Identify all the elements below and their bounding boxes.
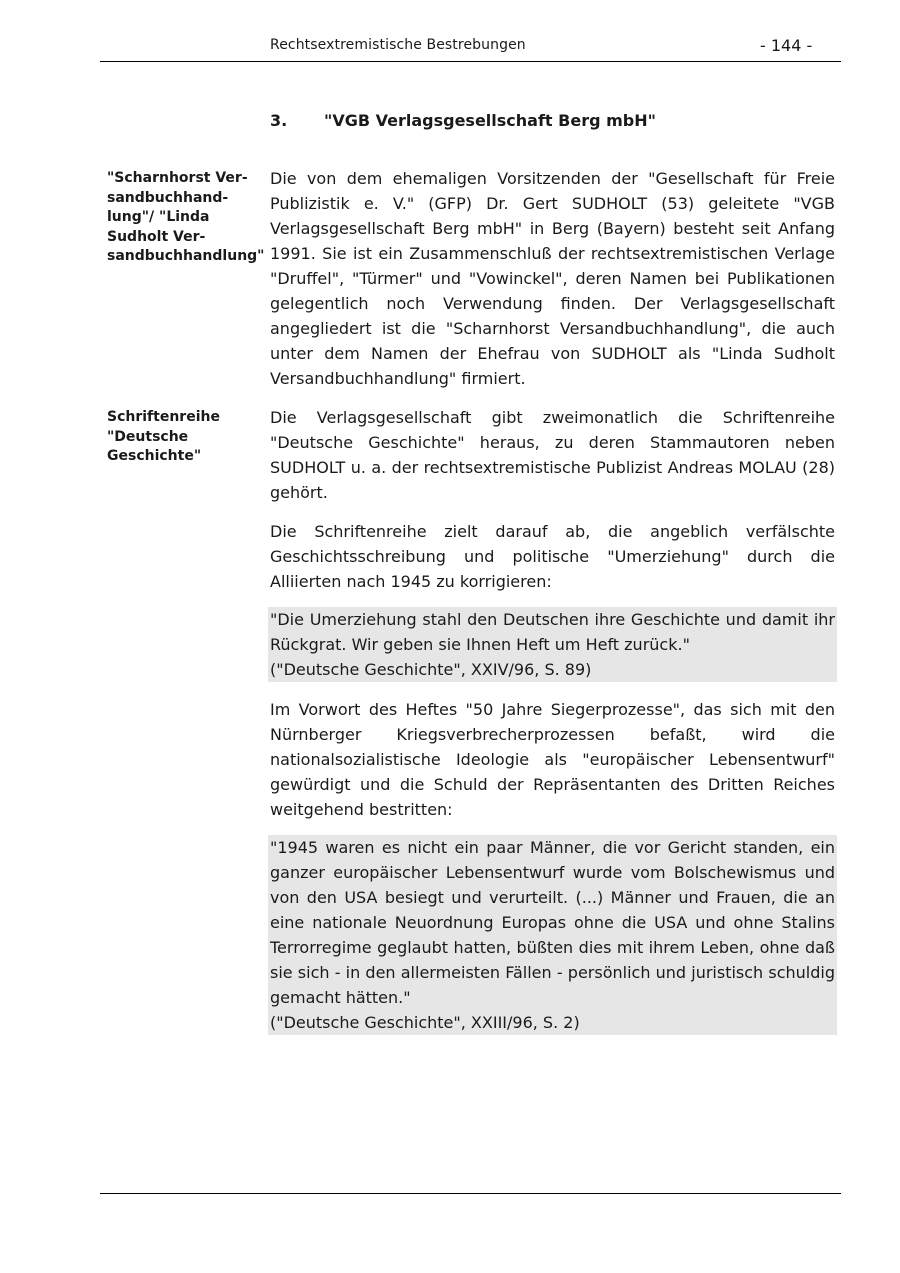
quote-1945 — [268, 835, 837, 1035]
paragraph-ziel: Die Schriftenreihe zielt darauf ab, die angeblich verfälschte Geschichtsschreibung und politische "Umerziehung" durch die Alliierten nach 1945 zu korrigieren: — [270, 522, 835, 591]
quote-text: "Die Umerziehung stahl den Deutschen ihre Geschichte und damit ihr Rückgrat. Wir geben sie Ihnen Heft um Heft zurück." — [270, 610, 835, 654]
paragraph-vgb-intro: Die von dem ehemaligen Vorsitzenden der "Gesellschaft für Freie Publizistik e. V." (GFP) Dr. Gert SUDHOLT (53) geleitete "VGB Verlagsgesellschaft Berg mbH" in Berg (Bayern) besteht seit Anfang 1991. Sie ist ein Zusammenschluß der rechtsextremistischen Verlage "Druffel", "Türmer" und "Vowinckel", deren Namen bei Publikationen gelegentlich noch Verwendung finden. Der Verlagsgesellschaft angegliedert ist die "Scharnhorst Versandbuchhandlung", die auch unter dem Namen der Ehefrau von SUDHOLT als "Linda Sudholt Versandbuchhandlung" firmiert. — [270, 169, 835, 388]
section-number: 3. — [270, 111, 288, 130]
quote-text: "1945 waren es nicht ein paar Männer, die vor Gericht standen, ein ganzer europäischer Lebensentwurf wurde vom Bolschewismus und von den USA besiegt und verurteilt. (...) Männer und Frauen, die an eine nationale Neuordnung Europas ohne die USA und ohne Stalins Terrorregime geglaubt hatten, büßten dies mit ihrem Leben, ohne daß sie sich - in den allermeisten Fällen - persönlich und juristisch schuldig gemacht hätten." — [270, 838, 835, 1007]
margin-note-scharnhorst: "Scharnhorst Ver-sandbuchhand-lung"/ "Linda Sudholt Ver-sandbuchhandlung" — [107, 170, 265, 264]
page-number: - 144 - — [760, 36, 813, 55]
running-header-title: Rechtsextremistische Bestrebungen — [270, 37, 526, 53]
header-divider — [100, 61, 841, 62]
section-title: "VGB Verlagsgesellschaft Berg mbH" — [324, 111, 656, 130]
margin-note-schriftenreihe: Schriftenreihe "Deutsche Geschichte" — [107, 409, 220, 464]
quote-umerziehung — [268, 607, 837, 682]
paragraph-schriftenreihe: Die Verlagsgesellschaft gibt zweimonatlich die Schriftenreihe "Deutsche Geschichte" heraus, zu deren Stammautoren neben SUDHOLT u. a. der rechtsextremistische Publizist Andreas MOLAU (28) gehört. — [270, 408, 835, 502]
quote-source: ("Deutsche Geschichte", XXIV/96, S. 89) — [270, 660, 592, 679]
quote-source: ("Deutsche Geschichte", XXIII/96, S. 2) — [270, 1013, 580, 1032]
section-heading — [270, 111, 656, 130]
paragraph-vorwort: Im Vorwort des Heftes "50 Jahre Siegerprozesse", das sich mit den Nürnberger Kriegsverbrecherprozessen befaßt, wird die nationalsozialistische Ideologie als "europäischer Lebensentwurf" gewürdigt und die Schuld der Repräsentanten des Dritten Reiches weitgehend bestritten: — [270, 700, 835, 819]
footer-divider — [100, 1193, 841, 1194]
